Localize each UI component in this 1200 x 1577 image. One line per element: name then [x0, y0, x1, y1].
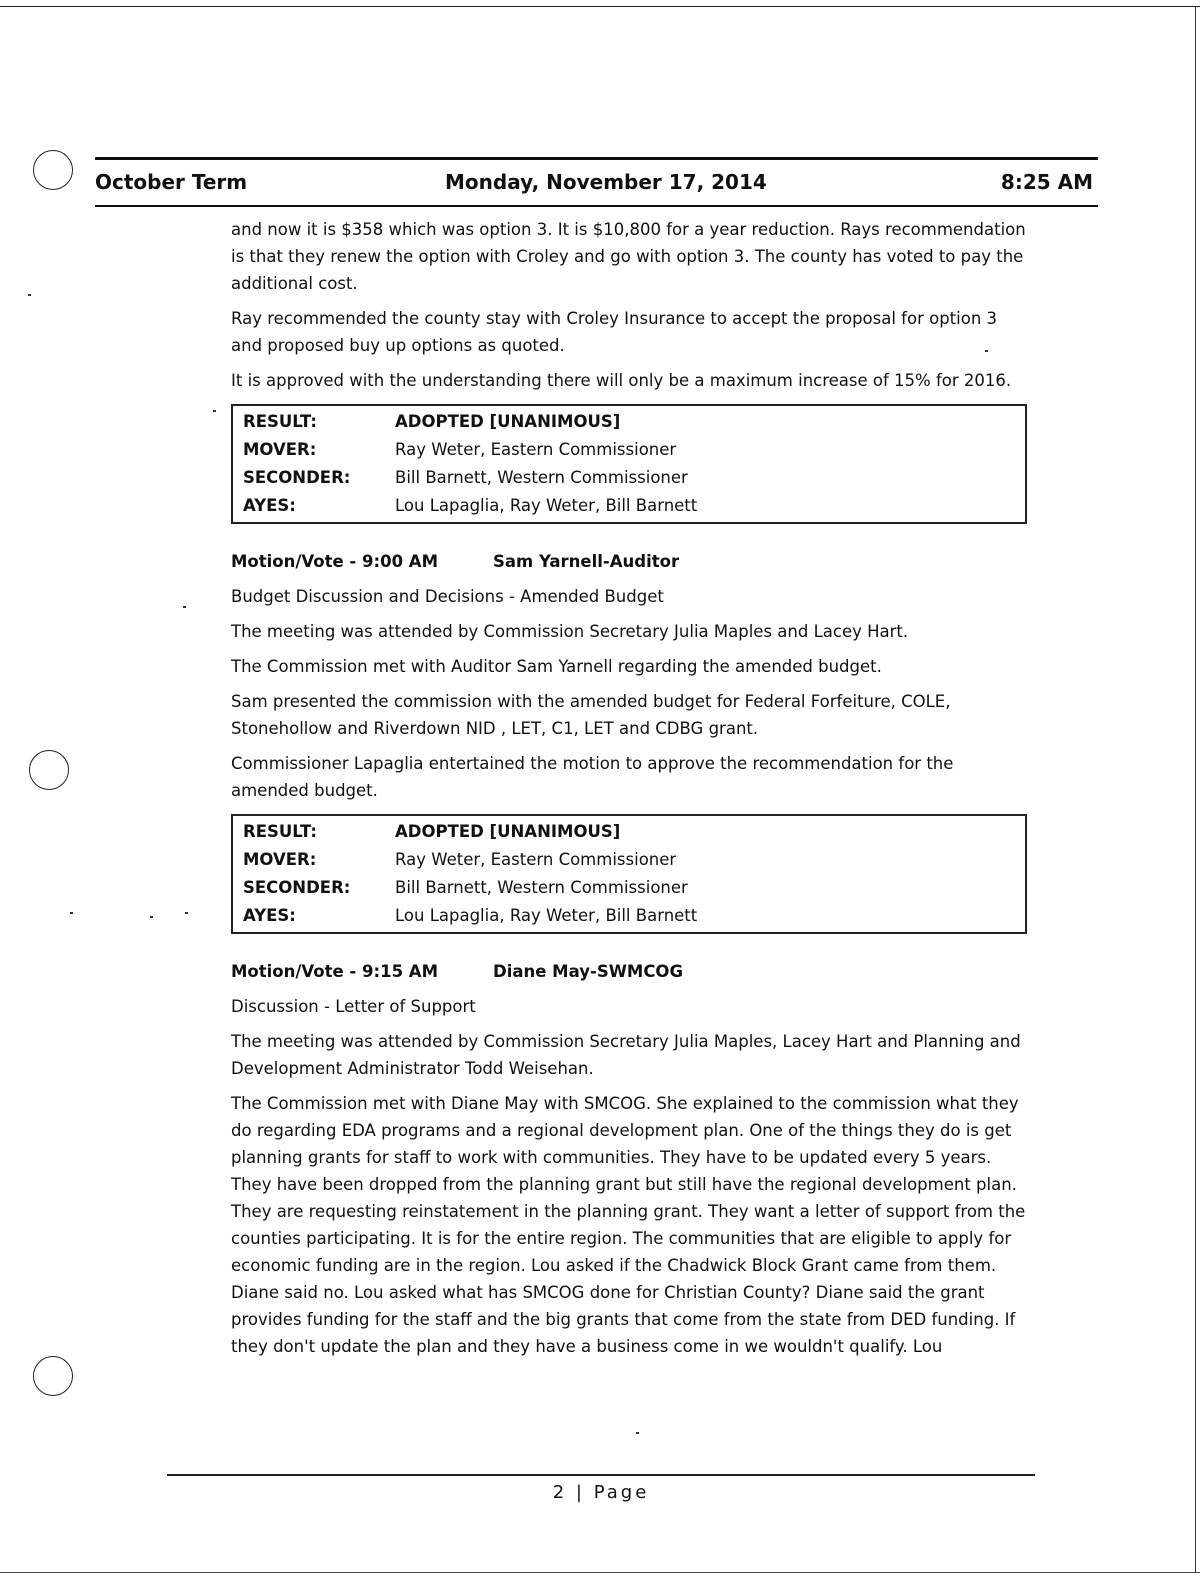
seconder-value: Bill Barnett, Western Commissioner	[395, 468, 688, 487]
intro-paragraph: and now it is $358 which was option 3. It is $10,800 for a year reduction. Rays recommendation is that they renew the option with Croley and go with option 3. The county has voted to pay the additional cost.	[231, 220, 1026, 293]
intro-paragraph: Ray recommended the county stay with Croley Insurance to accept the proposal for option 3 and proposed buy up options as quoted.	[231, 309, 998, 355]
vote-row-ayes	[243, 492, 1015, 520]
header-date: Monday, November 17, 2014	[445, 170, 767, 194]
vote-row-result	[243, 818, 1015, 846]
ayes-value: Lou Lapaglia, Ray Weter, Bill Barnett	[395, 496, 698, 515]
document-body	[231, 216, 1031, 1368]
ayes-label: AYES:	[243, 496, 296, 515]
seconder-value: Bill Barnett, Western Commissioner	[395, 878, 688, 897]
motion-presenter: Sam Yarnell-Auditor	[493, 552, 680, 571]
motion-attendance: The meeting was attended by Commission Secretary Julia Maples, Lacey Hart and Planning and Development Administrator Todd Weisehan.	[231, 1032, 1021, 1078]
motion-heading	[231, 548, 1031, 575]
mover-label: MOVER:	[243, 440, 317, 459]
result-value: ADOPTED [UNANIMOUS]	[395, 412, 621, 431]
motion-topic: Budget Discussion and Decisions - Amended Budget	[231, 587, 664, 606]
motion-topic: Discussion - Letter of Support	[231, 997, 476, 1016]
vote-row-seconder	[243, 874, 1015, 902]
scan-speck	[636, 1432, 639, 1434]
scan-speck	[28, 294, 31, 296]
mover-value: Ray Weter, Eastern Commissioner	[395, 440, 677, 459]
vote-row-seconder	[243, 464, 1015, 492]
vote-result-box-1	[231, 404, 1027, 524]
footer-rule	[167, 1474, 1035, 1476]
header-rule-bottom	[95, 205, 1098, 207]
result-label: RESULT:	[243, 412, 317, 431]
ayes-label: AYES:	[243, 906, 296, 925]
motion-paragraph: The Commission met with Auditor Sam Yarnell regarding the amended budget.	[231, 657, 882, 676]
motion-time: Motion/Vote - 9:15 AM	[231, 962, 438, 981]
page-separator: |	[575, 1482, 585, 1503]
page-header	[95, 157, 1098, 207]
page-number-value: 2	[552, 1482, 568, 1503]
header-term: October Term	[95, 170, 248, 194]
vote-row-mover	[243, 436, 1015, 464]
scan-speck	[183, 606, 186, 608]
page-edge-bottom	[0, 1572, 1200, 1573]
motion-paragraph: The Commission met with Diane May with SMCOG. She explained to the commission what they do regarding EDA programs and a regional development plan. One of the things they do is get planning grants for staff to work with communities. They have to be updated every 5 years. They have been dropped from the planning grant but still have the regional development plan. They are requesting reinstatement in the planning grant. They want a letter of support from the counties participating. It is for the entire region. The communities that are eligible to apply for economic funding are in the region. Lou asked if the Chadwick Block Grant came from them. Diane said no. Lou asked what has SMCOG done for Christian County? Diane said the grant provides funding for the staff and the big grants that come from the state from DED funding. If they don't update the plan and they have a business come in we wouldn't qualify. Lou	[231, 1094, 1026, 1356]
result-value: ADOPTED [UNANIMOUS]	[395, 822, 621, 841]
mover-label: MOVER:	[243, 850, 317, 869]
page-number	[167, 1482, 1035, 1503]
motion-presenter: Diane May-SWMCOG	[493, 962, 683, 981]
page-footer	[167, 1474, 1035, 1503]
ayes-value: Lou Lapaglia, Ray Weter, Bill Barnett	[395, 906, 698, 925]
motion-heading	[231, 958, 1031, 985]
vote-row-ayes	[243, 902, 1015, 930]
seconder-label: SECONDER:	[243, 878, 351, 897]
punch-hole-middle	[29, 750, 69, 790]
scan-speck	[213, 410, 216, 412]
vote-result-box-2	[231, 814, 1027, 934]
result-label: RESULT:	[243, 822, 317, 841]
page-word: Page	[593, 1482, 650, 1503]
header-time: 8:25 AM	[1000, 170, 1093, 194]
scan-speck	[70, 912, 73, 914]
vote-row-mover	[243, 846, 1015, 874]
intro-paragraph: It is approved with the understanding there will only be a maximum increase of 15% for 2016.	[231, 371, 1012, 390]
motion-attendance: The meeting was attended by Commission Secretary Julia Maples and Lacey Hart.	[231, 622, 909, 641]
page-edge-top	[0, 6, 1200, 7]
motion-time: Motion/Vote - 9:00 AM	[231, 552, 438, 571]
motion-paragraph: Commissioner Lapaglia entertained the motion to approve the recommendation for the amended budget.	[231, 754, 954, 800]
scan-speck	[185, 912, 188, 914]
header-rule-top	[95, 157, 1098, 160]
mover-value: Ray Weter, Eastern Commissioner	[395, 850, 677, 869]
page-edge-right	[1195, 6, 1196, 1573]
scan-speck	[150, 916, 153, 918]
seconder-label: SECONDER:	[243, 468, 351, 487]
motion-paragraph: Sam presented the commission with the amended budget for Federal Forfeiture, COLE, Stonehollow and Riverdown NID , LET, C1, LET and CDBG grant.	[231, 692, 951, 738]
vote-row-result	[243, 408, 1015, 436]
punch-hole-top	[33, 150, 73, 190]
punch-hole-bottom	[33, 1356, 73, 1396]
